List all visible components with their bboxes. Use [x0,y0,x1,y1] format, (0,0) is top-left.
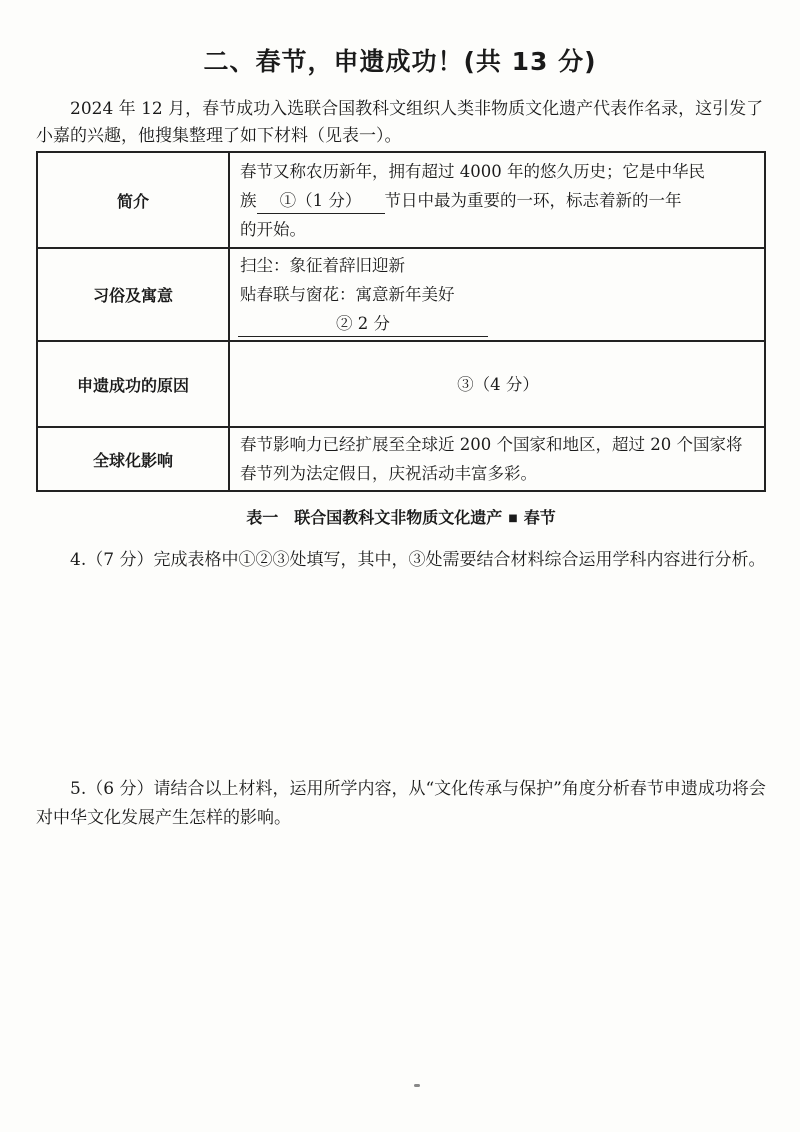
row-content-intro [229,152,765,248]
row-content-global: 春节影响力已经扩展至全球近 200 个国家和地区，超过 20 个国家将春节列为法定假日，庆祝活动丰富多彩。 [229,427,765,491]
row-label-customs: 习俗及寓意 [37,248,229,341]
fill-blank-3[interactable]: ③（4 分） [229,341,765,427]
custom-line-1: 扫尘：象征着辞旧迎新 [240,256,405,275]
row-label-reasons: 申遗成功的原因 [37,341,229,427]
custom-line-2: 贴春联与窗花：寓意新年美好 [240,285,455,304]
intro-line-1: 春节又称农历新年，拥有超过 4000 年的悠久历史；它是中华民 [240,161,705,181]
row-label-global: 全球化影响 [37,427,229,491]
table-row-reasons [37,341,765,427]
row-label-intro: 简介 [37,152,229,248]
intro-line-2 [240,186,756,215]
caption-right: 春节 [523,508,556,527]
intro-line-3: 的开始。 [240,219,306,239]
table-row-intro [37,152,765,248]
fill-blank-2[interactable]: ② 2 分 [238,312,488,337]
table-row-customs [37,248,765,341]
caption-separator: ■ [508,513,518,524]
table-caption [36,505,766,528]
table-row-global [37,427,765,491]
intro-paragraph: 2024 年 12 月，春节成功入选联合国教科文组织人类非物质文化遗产代表作名录，这引发了小嘉的兴趣，他搜集整理了如下材料（见表一）。 [36,99,764,146]
question-5: 5.（6 分）请结合以上材料，运用所学内容，从“文化传承与保护”角度分析春节申遗成功将会对中华文化发展产生怎样的影响。 [36,779,766,828]
intro-line-2-prefix: 族 [240,190,257,210]
row-content-customs [229,248,765,341]
caption-left: 表一 联合国教科文非物质文化遗产 [246,508,503,527]
fill-blank-1[interactable]: ①（1 分） [257,189,385,214]
section-title: 二、春节，申遗成功！(共 13 分) [203,47,597,76]
intro-line-2-suffix: 节日中最为重要的一环，标志着新的一年 [384,190,682,210]
custom-line-3 [240,309,756,338]
material-table [36,151,766,492]
question-4: 4.（7 分）完成表格中①②③处填写，其中，③处需要结合材料综合运用学科内容进行分析。 [70,550,766,570]
page-mark [414,1084,420,1087]
